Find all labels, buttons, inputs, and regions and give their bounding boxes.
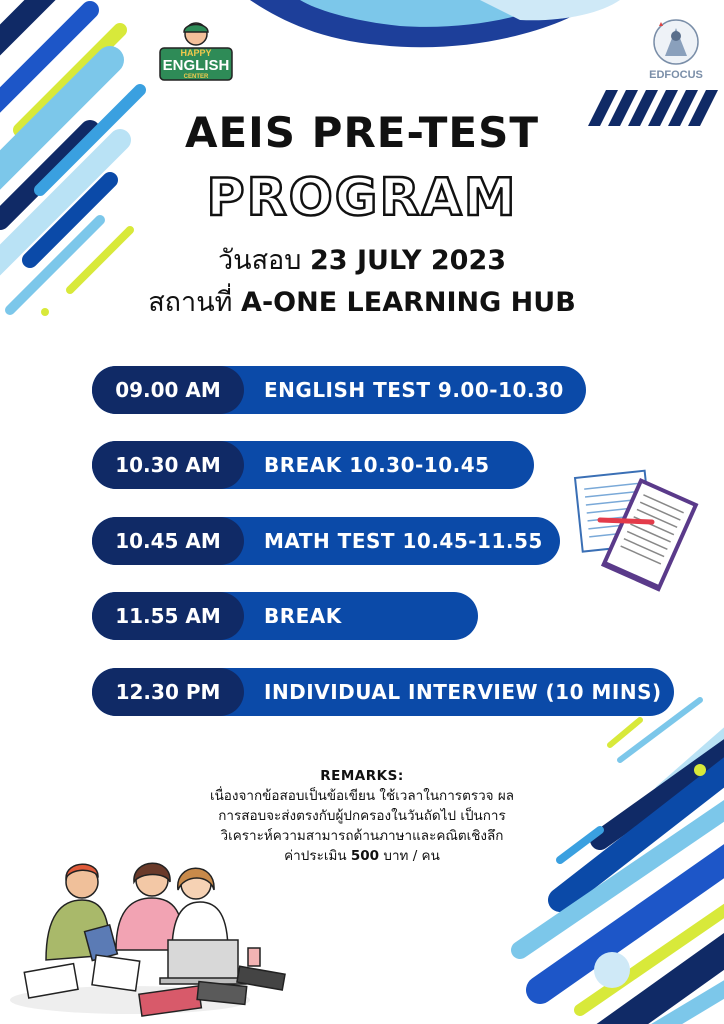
- schedule-time: 10.45 AM: [92, 517, 244, 565]
- remarks-line: การสอบจะส่งตรงกับผู้ปกครองในวันถัดไป เป็นการ: [218, 808, 506, 824]
- schedule-row: [92, 441, 534, 489]
- logo-line2: ENGLISH: [162, 57, 230, 74]
- schedule-time: 10.30 AM: [92, 441, 244, 489]
- page-title-line2: PROGRAM: [206, 168, 518, 228]
- remarks-title: REMARKS:: [320, 768, 404, 784]
- schedule-activity: BREAK: [264, 604, 342, 628]
- schedule-activity: INDIVIDUAL INTERVIEW (10 MINS): [264, 680, 662, 704]
- fee-suffix: บาท / คน: [383, 848, 440, 864]
- exam-venue-value: A-ONE LEARNING HUB: [241, 287, 576, 318]
- fee-prefix: ค่าประเมิน: [284, 848, 347, 864]
- schedule-row: [92, 592, 478, 640]
- exam-date: [0, 238, 724, 281]
- remarks-line: เนื่องจากข้อสอบเป็นข้อเขียน ใช้เวลาในการตรวจ ผล: [209, 788, 515, 804]
- exam-date-label: วันสอบ: [217, 245, 302, 276]
- schedule-activity: BREAK 10.30-10.45: [264, 453, 490, 477]
- schedule-activity: ENGLISH TEST 9.00-10.30: [264, 378, 564, 402]
- schedule-row: [92, 668, 674, 716]
- exam-venue-label: สถานที่: [148, 287, 233, 318]
- remarks-fee: [180, 846, 544, 866]
- exam-venue: [0, 280, 724, 323]
- exam-date-value: 23 JULY 2023: [310, 245, 507, 276]
- schedule-time: 12.30 PM: [92, 668, 244, 716]
- remarks: [180, 766, 544, 866]
- schedule-time: 09.00 AM: [92, 366, 244, 414]
- fee-amount: 500: [350, 848, 380, 864]
- remarks-line: วิเคราะห์ความสามารถด้านภาษาและคณิตเชิงลึก: [220, 828, 504, 844]
- happy-english-logo: [156, 20, 236, 82]
- schedule-activity: MATH TEST 10.45-11.55: [264, 529, 543, 553]
- logo-line1: HAPPY: [180, 48, 212, 58]
- logo-line3: CENTER: [183, 74, 209, 80]
- edfocus-logo-text: EDFOCUS: [649, 69, 703, 81]
- schedule-time: 11.55 AM: [92, 592, 244, 640]
- edfocus-logo: [645, 14, 707, 82]
- page-title-line1: AEIS PRE-TEST: [184, 108, 539, 157]
- schedule-row: [92, 517, 560, 565]
- schedule-row: [92, 366, 586, 414]
